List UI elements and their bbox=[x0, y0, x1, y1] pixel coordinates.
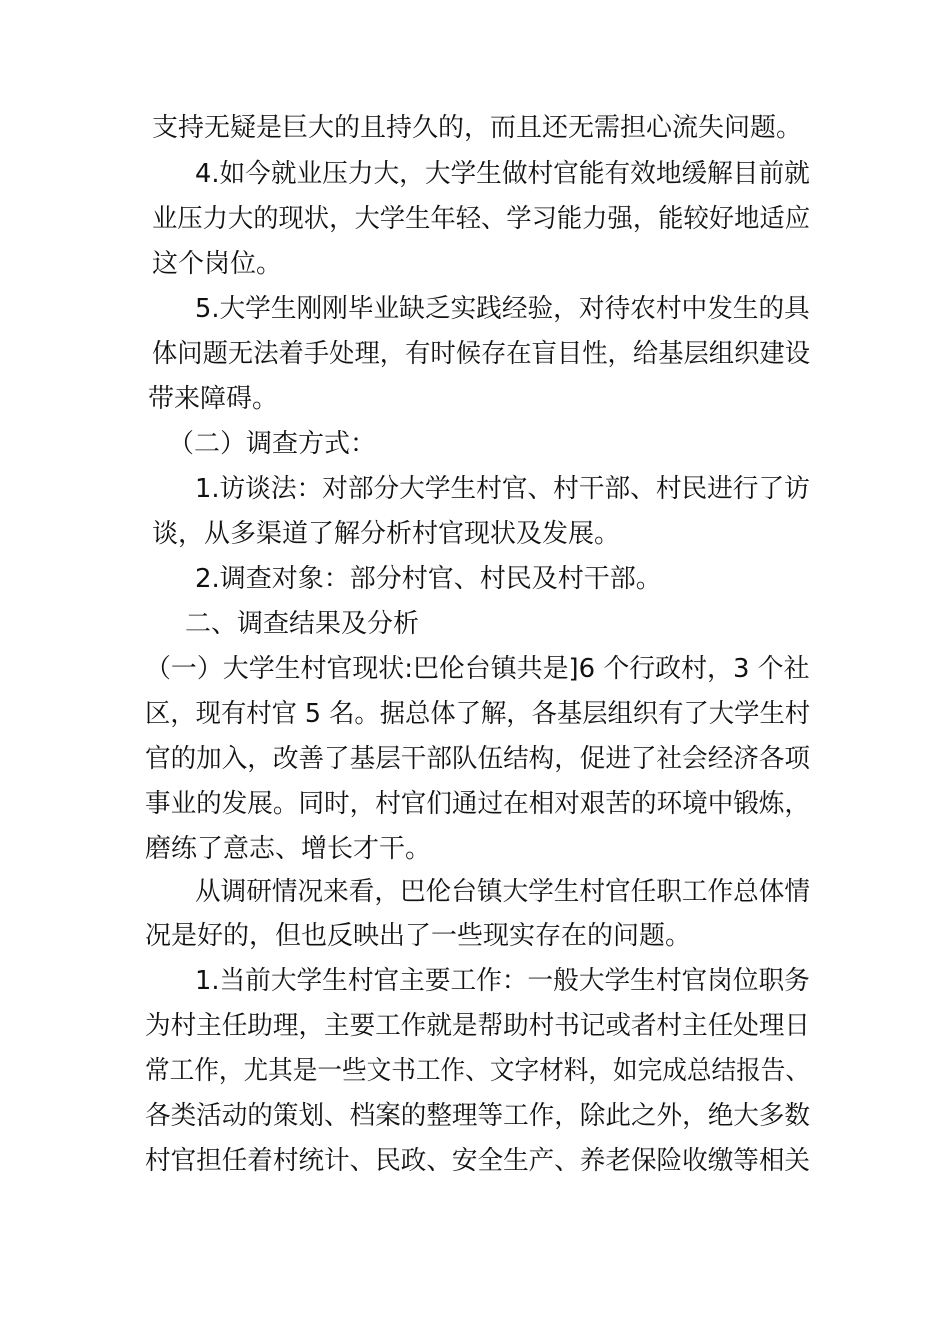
text-line: 1.当前大学生村官主要工作：一般大学生村官岗位职务 bbox=[195, 966, 810, 996]
text-line: 业压力大的现状，大学生年轻、学习能力强，能较好地适应 bbox=[152, 204, 811, 234]
text-line: 4.如今就业压力大，大学生做村官能有效地缓解目前就 bbox=[195, 159, 810, 189]
section-heading: 二、调查结果及分析 bbox=[185, 609, 420, 639]
text-line: 从调研情况来看，巴伦台镇大学生村官任职工作总体情 bbox=[195, 877, 811, 907]
text-line: 1.访谈法：对部分大学生村官、村干部、村民进行了访 bbox=[195, 474, 810, 504]
text-line: （一）大学生村官现状:巴伦台镇共是]6 个行政村，3 个社 bbox=[145, 654, 810, 684]
text-line: 为村主任助理，主要工作就是帮助村书记或者村主任处理日 bbox=[145, 1011, 811, 1041]
text-line: 磨练了意志、增长才干。 bbox=[145, 834, 432, 864]
text-line: 官的加入，改善了基层干部队伍结构，促进了社会经济各项 bbox=[145, 744, 811, 774]
text-line: 事业的发展。同时，村官们通过在相对艰苦的环境中锻炼， bbox=[145, 789, 811, 819]
text-line: 支持无疑是巨大的且持久的，而且还无需担心流失问题。 bbox=[152, 113, 803, 143]
text-line: 2.调查对象：部分村官、村民及村干部。 bbox=[195, 564, 662, 594]
text-line: 况是好的，但也反映出了一些现实存在的问题。 bbox=[145, 921, 692, 951]
text-line: 带来障碍。 bbox=[148, 384, 279, 414]
text-line: 这个岗位。 bbox=[152, 249, 283, 279]
text-line: 体问题无法着手处理，有时候存在盲目性，给基层组织建设 bbox=[152, 339, 811, 369]
text-line: 常工作，尤其是一些文书工作、文字材料，如完成总结报告、 bbox=[145, 1056, 811, 1086]
text-line: 各类活动的策划、档案的整理等工作，除此之外，绝大多数 bbox=[145, 1101, 811, 1131]
text-line: 谈，从多渠道了解分析村官现状及发展。 bbox=[152, 519, 621, 549]
text-line: 区，现有村官 5 名。据总体了解，各基层组织有了大学生村 bbox=[145, 699, 811, 729]
section-heading: （二）调查方式： bbox=[168, 429, 377, 459]
text-line: 5.大学生刚刚毕业缺乏实践经验，对待农村中发生的具 bbox=[195, 294, 810, 324]
text-line: 村官担任着村统计、民政、安全生产、养老保险收缴等相关 bbox=[145, 1146, 811, 1176]
